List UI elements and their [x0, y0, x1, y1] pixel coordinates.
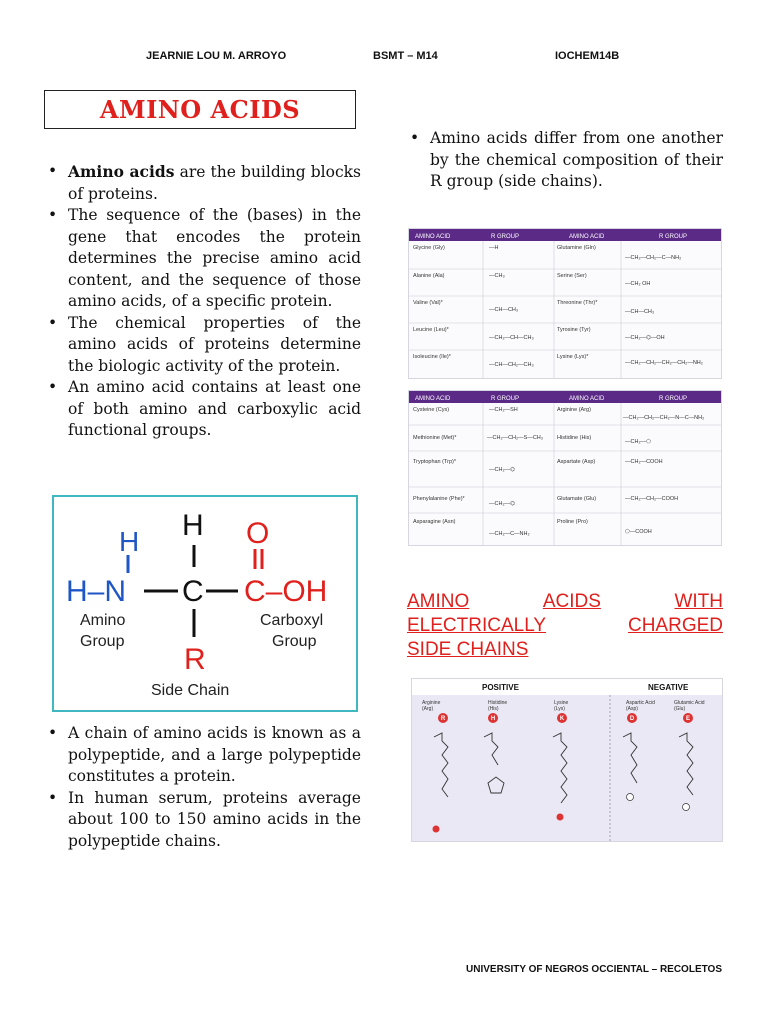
acid-letter: E	[685, 716, 691, 722]
atom-n: H–N	[66, 575, 127, 608]
table-cell: —CH₂—COOH	[625, 459, 663, 465]
page-title-box	[44, 90, 356, 129]
table-cell: —CH₂—⬠	[625, 439, 651, 445]
table1-header-col4: R GROUP	[659, 234, 688, 240]
table-cell: Phenylalanine (Phe)*	[413, 496, 465, 502]
left-bullet-list	[45, 161, 361, 442]
table-cell: —CH₂—CH₂—C—NH₂	[625, 255, 682, 261]
table-cell: Tyrosine (Tyr)	[557, 327, 591, 333]
table-cell: —CH₂—CH₂—CH₂—CH₂—NH₂	[625, 360, 703, 366]
table-cell: —CH₂—C—NH₂	[489, 531, 530, 537]
acid-name: Aspartic Acid	[626, 700, 655, 706]
table-cell: Histidine (His)	[557, 435, 592, 441]
atom-c: C	[182, 575, 204, 608]
list-item: • Amino acids differ from one another by the chemical composition of their R group (side chains).	[407, 128, 723, 193]
label-positive: POSITIVE	[482, 683, 519, 692]
atom-o: O	[246, 517, 270, 550]
list-item: • Amino acids are the building blocks of proteins.	[45, 161, 361, 205]
list-item: • In human serum, proteins average about 100 to 150 amino acids in the polypeptide chains.	[45, 788, 361, 853]
table-cell: —CH₂—SH	[489, 407, 518, 413]
acid-name: Glutamic Acid	[674, 700, 705, 706]
header-name: JEARNIE LOU M. ARROYO	[146, 50, 287, 62]
r-group-table-1	[408, 228, 722, 379]
label-carboxyl-group: Group	[272, 633, 317, 650]
charged-title-line3: SIDE CHAINS	[407, 639, 529, 660]
label-negative: NEGATIVE	[648, 683, 689, 692]
acid-letter: R	[440, 716, 446, 722]
acid-code: (Glu)	[674, 706, 686, 712]
table-cell: Methionine (Met)*	[413, 435, 457, 441]
acid-name: Histidine	[488, 700, 508, 706]
table-cell: Glutamate (Glu)	[557, 496, 597, 502]
charged-title-word: AMINO	[407, 591, 470, 612]
label-carboxyl: Carboxyl	[260, 612, 324, 629]
table1-header-col1: AMINO ACID	[415, 234, 451, 240]
table-cell: —CH₂—⌬—OH	[625, 335, 665, 341]
table-cell: —CH—CH₂—CH₃	[489, 362, 534, 368]
list-item: • A chain of amino acids is known as a polypeptide, and a large polypeptide constitutes a protein.	[45, 723, 361, 788]
table-cell: —CH₂—CH₂—COOH	[625, 496, 679, 502]
table-cell: Asparagine (Asn)	[413, 519, 456, 525]
list-item: • The chemical properties of the amino acids of proteins determine the biologic activity of the protein.	[45, 313, 361, 378]
acid-code: (His)	[488, 706, 499, 712]
table-cell: Cysteine (Cys)	[413, 407, 450, 413]
table-cell: Serine (Ser)	[557, 273, 587, 279]
table-cell: —CH—CH₃	[489, 307, 519, 313]
table1-header-col3: AMINO ACID	[569, 234, 605, 240]
charged-section-title	[407, 590, 723, 662]
label-amino: Amino	[80, 612, 126, 629]
charged-title-word: CHARGED	[627, 615, 723, 636]
atom-r: R	[184, 643, 206, 676]
table-cell: Leucine (Leu)*	[413, 327, 449, 333]
table-cell: —CH₂—CH—CH₃	[489, 335, 534, 341]
table-cell: Glutamine (Gln)	[557, 245, 596, 251]
amino-acid-structure-diagram	[52, 495, 358, 712]
table-cell: —CH₂—CH₂—CH₂—N—C—NH₂	[623, 415, 705, 421]
list-item: • The sequence of the (bases) in the gene that encodes the protein determines the precise amino acid content, and the sequence of those amino acids, of a specific protein.	[45, 205, 361, 313]
table-cell: —CH₂ OH	[625, 281, 651, 287]
atom-h-amino: H	[119, 526, 140, 557]
label-amino-group: Group	[80, 633, 125, 650]
table-cell: —CH₂—⌬	[489, 467, 515, 473]
r-group-table-2	[408, 390, 722, 546]
table2-header-col4: R GROUP	[659, 396, 688, 402]
table1-header-col2: R GROUP	[491, 234, 520, 240]
acid-code: (Lys)	[554, 706, 565, 712]
table-cell: —CH₂—⌬	[489, 501, 515, 507]
table-cell: —H	[489, 245, 499, 251]
label-side-chain: Side Chain	[151, 682, 230, 699]
acid-letter: D	[629, 716, 635, 722]
table-cell: Threonine (Thr)*	[557, 300, 598, 306]
table-cell: Alanine (Ala)	[413, 273, 445, 279]
footer-institution: UNIVERSITY OF NEGROS OCCIENTAL – RECOLETOS	[466, 964, 722, 975]
left-bullet-list-2	[45, 723, 361, 852]
table-cell: —CH—CH₃	[625, 309, 655, 315]
list-item: • An amino acid contains at least one of both amino and carboxylic acid functional groups.	[45, 377, 361, 442]
table2-header-col2: R GROUP	[491, 396, 520, 402]
table2-header-col1: AMINO ACID	[415, 396, 451, 402]
atom-cooh: C–OH	[244, 575, 328, 608]
acid-code: (Asp)	[626, 706, 638, 712]
acid-name: Lysine	[554, 700, 569, 706]
table-cell: Proline (Pro)	[557, 519, 588, 525]
table2-header-col3: AMINO ACID	[569, 396, 605, 402]
acid-code: (Arg)	[422, 706, 434, 712]
charged-title-word: ACIDS	[542, 591, 601, 612]
table-cell: Glycine (Gly)	[413, 245, 445, 251]
table-cell: —CH₂—CH₂—S—CH₃	[487, 435, 544, 441]
acid-letter: H	[490, 716, 496, 722]
charged-amino-acids-figure	[411, 678, 723, 842]
charged-title-word: ELECTRICALLY	[407, 615, 547, 636]
table-cell: Lysine (Lys)*	[557, 354, 589, 360]
charged-title-word: WITH	[674, 591, 723, 612]
table-cell: Arginine (Arg)	[557, 407, 591, 413]
page-title: AMINO ACIDS	[99, 95, 301, 124]
table-cell: —CH₃	[489, 273, 505, 279]
table-cell: Valine (Val)*	[413, 300, 443, 306]
table-cell: Tryptophan (Trp)*	[413, 459, 456, 465]
atom-h-top: H	[182, 509, 204, 542]
table-cell: ⬠—COOH	[625, 529, 652, 535]
acid-name: Arginine	[422, 700, 441, 706]
right-bullet-list	[407, 128, 723, 193]
table-cell: Aspartate (Asp)	[557, 459, 596, 465]
acid-letter: K	[559, 716, 565, 722]
table-cell: Isoleucine (Ile)*	[413, 354, 451, 360]
header-course: IOCHEM14B	[555, 50, 620, 62]
header-section: BSMT – M14	[373, 50, 438, 62]
